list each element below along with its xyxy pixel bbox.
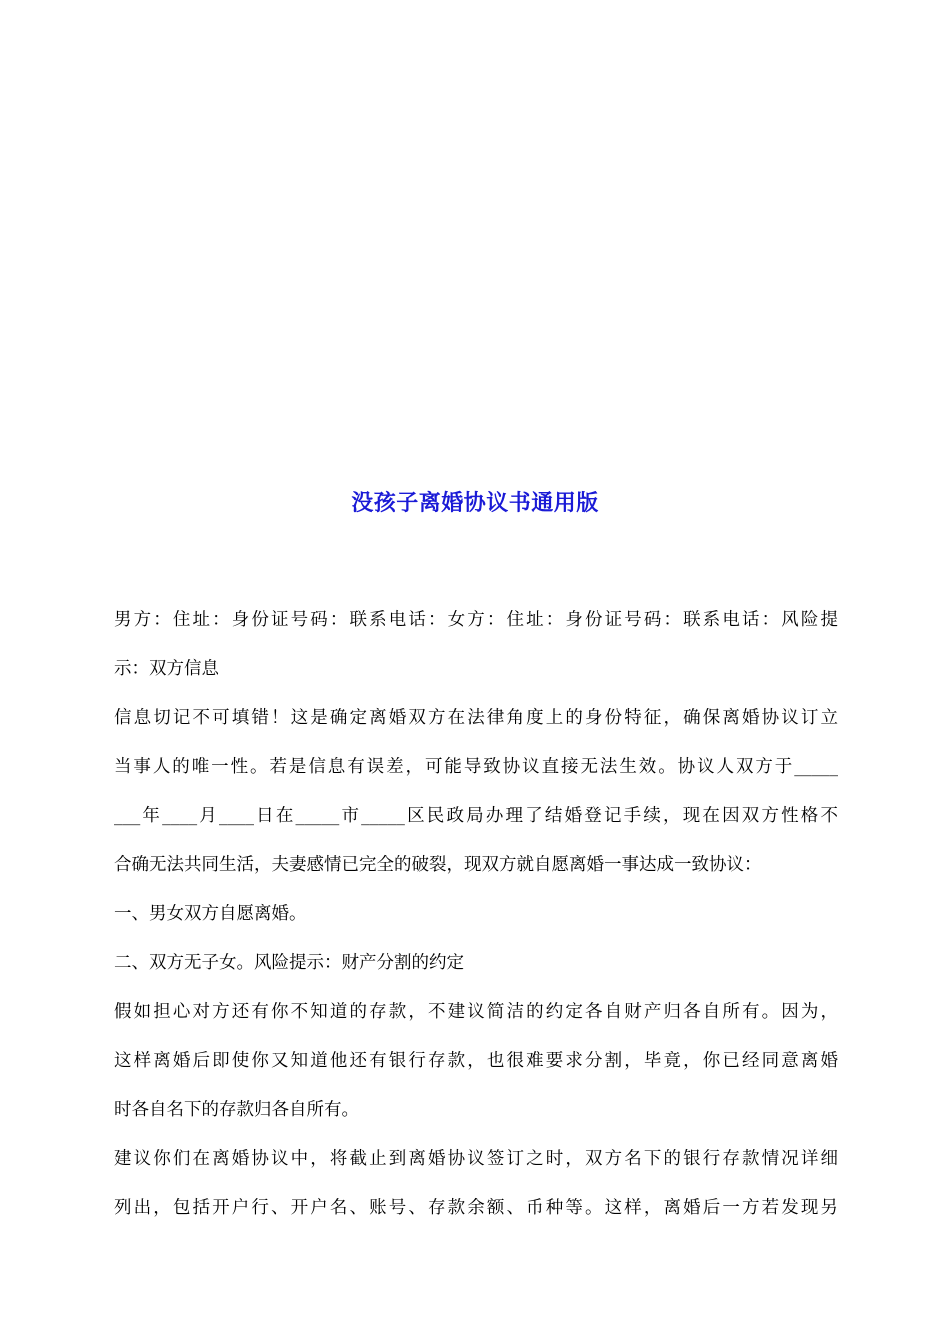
body-line: 合确无法共同生活，夫妻感情已完全的破裂，现双方就自愿离婚一事达成一致协议：: [114, 855, 762, 875]
document-body: [114, 604, 838, 1241]
body-line: 二、双方无子女。风险提示：财产分割的约定: [114, 953, 464, 973]
body-line: ___年____月____日在_____市_____区民政局办理了结婚登记手续，现在因双方性格不: [114, 806, 838, 826]
body-line: 一、男女双方自愿离婚。: [114, 904, 307, 924]
body-line: 当事人的唯一性。若是信息有误差，可能导致协议直接无法生效。协议人双方于_____: [114, 757, 838, 777]
body-line: 示：双方信息: [114, 659, 219, 679]
body-line: 男方：住址：身份证号码：联系电话：女方：住址：身份证号码：联系电话：风险提: [114, 610, 838, 630]
body-line: 列出，包括开户行、开户名、账号、存款余额、币种等。这样，离婚后一方若发现另: [114, 1198, 838, 1218]
document-title: 没孩子离婚协议书通用版: [351, 490, 599, 516]
body-line: 假如担心对方还有你不知道的存款，不建议简洁的约定各自财产归各自所有。因为，: [114, 1002, 838, 1022]
body-line: 时各自名下的存款归各自所有。: [114, 1100, 359, 1120]
body-line: 建议你们在离婚协议中，将截止到离婚协议签订之时，双方名下的银行存款情况详细: [114, 1149, 838, 1169]
body-line: 这样离婚后即使你又知道他还有银行存款，也很难要求分割，毕竟，你已经同意离婚: [114, 1051, 838, 1071]
body-line: 信息切记不可填错！这是确定离婚双方在法律角度上的身份特征，确保离婚协议订立: [114, 708, 838, 728]
